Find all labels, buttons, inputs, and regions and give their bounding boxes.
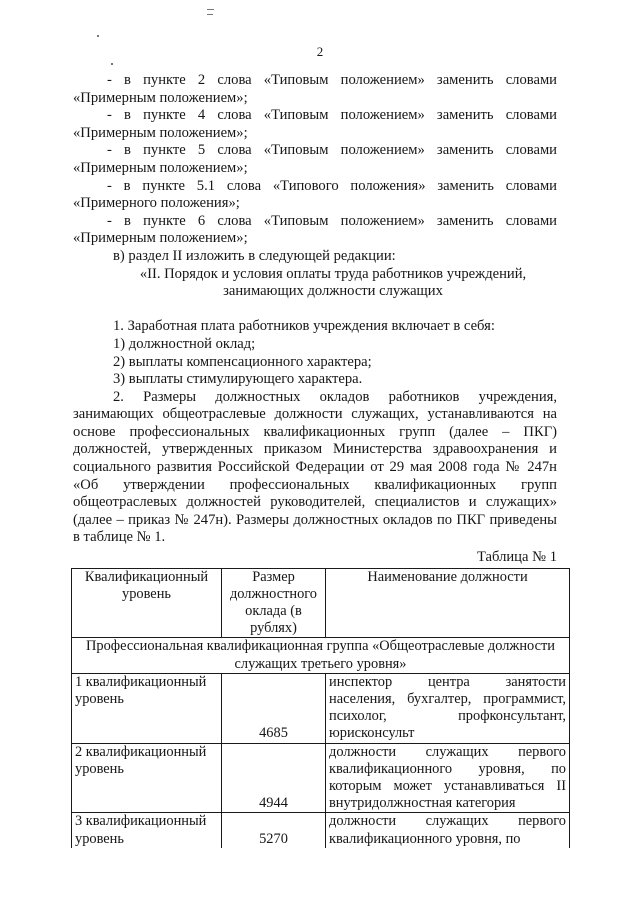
clause-1-item-1: 1) должностной оклад;	[113, 335, 256, 352]
cell-level: 1 квалификационный уровень	[72, 673, 222, 743]
group-title: Профессиональная квалификационная группа «Общеотраслевые должности служащих третьего уровня»	[72, 638, 570, 673]
scan-speck	[207, 14, 213, 15]
clause-1: 1. Заработная плата работников учреждения включает в себя:	[113, 318, 495, 335]
page-number: 2	[316, 44, 324, 59]
cell-salary: 5270	[222, 813, 326, 848]
cell-position: должности служащих первого квалификационного уровня, по которым может устанавливаться II внутридолжностная категория	[326, 743, 570, 813]
document-body	[73, 72, 566, 848]
table-group-row	[72, 638, 570, 673]
table-caption: Таблица № 1	[477, 549, 557, 566]
table-row	[72, 743, 570, 813]
amendment-item-1: - в пункте 2 слова «Типовым положением» заменить словами «Примерным положением»;	[73, 72, 557, 106]
amendment-item-3: - в пункте 5 слова «Типовым положением» заменить словами «Примерным положением»;	[73, 142, 557, 176]
table-row	[72, 813, 570, 848]
cell-level: 3 квалификационный уровень	[72, 813, 222, 848]
clause-2: 2. Размеры должностных окладов работников учреждения, занимающих общеотраслевые должности служащих, устанавливаются на основе профессиональных квалификационных групп (далее – ПКГ) должностей, утвержденных приказом Министерства здравоохранения и социального развития Российской Федерации от 29 мая 2008 года № 247н «Об утверждении профессиональных квалификационных групп общеотраслевых должностей руководителей, специалистов и служащих» (далее – приказ № 247н). Размеры должностных окладов по ПКГ приведены в таблице № 1.	[73, 388, 557, 546]
section-heading: «II. Порядок и условия оплаты труда работников учреждений, занимающих должности служащих	[139, 265, 527, 300]
cell-level: 2 квалификационный уровень	[72, 743, 222, 813]
scan-speck	[111, 63, 113, 65]
table-header-row	[72, 568, 570, 638]
clause-1-item-2: 2) выплаты компенсационного характера;	[113, 353, 372, 370]
header-position: Наименование должности	[326, 568, 570, 638]
scan-speck	[207, 9, 214, 10]
amendment-item-5: - в пункте 6 слова «Типовым положением» заменить словами «Примерным положением»;	[73, 212, 557, 247]
cell-salary: 4685	[222, 673, 326, 743]
amendment-item-2: - в пункте 4 слова «Типовым положением» заменить словами «Примерным положением»;	[73, 107, 557, 141]
amendment-item-4: - в пункте 5.1 слова «Типового положения» заменить словами «Примерного положения»;	[73, 177, 557, 212]
salary-table	[71, 568, 570, 848]
cell-position: должности служащих первого квалификационного уровня, по	[326, 813, 570, 848]
clause-1-item-3: 3) выплаты стимулирующего характера.	[113, 371, 363, 388]
cell-position: инспектор центра занятости населения, бухгалтер, программист, психолог, профконсультант, юрисконсульт	[326, 673, 570, 743]
table-row	[72, 673, 570, 743]
header-salary: Размер должностного оклада (в рублях)	[222, 568, 326, 638]
header-level: Квалификационный уровень	[72, 568, 222, 638]
section-intro: в) раздел II изложить в следующей редакции:	[113, 247, 396, 264]
cell-salary: 4944	[222, 743, 326, 813]
scan-speck	[97, 35, 99, 37]
blank-line	[73, 301, 557, 319]
